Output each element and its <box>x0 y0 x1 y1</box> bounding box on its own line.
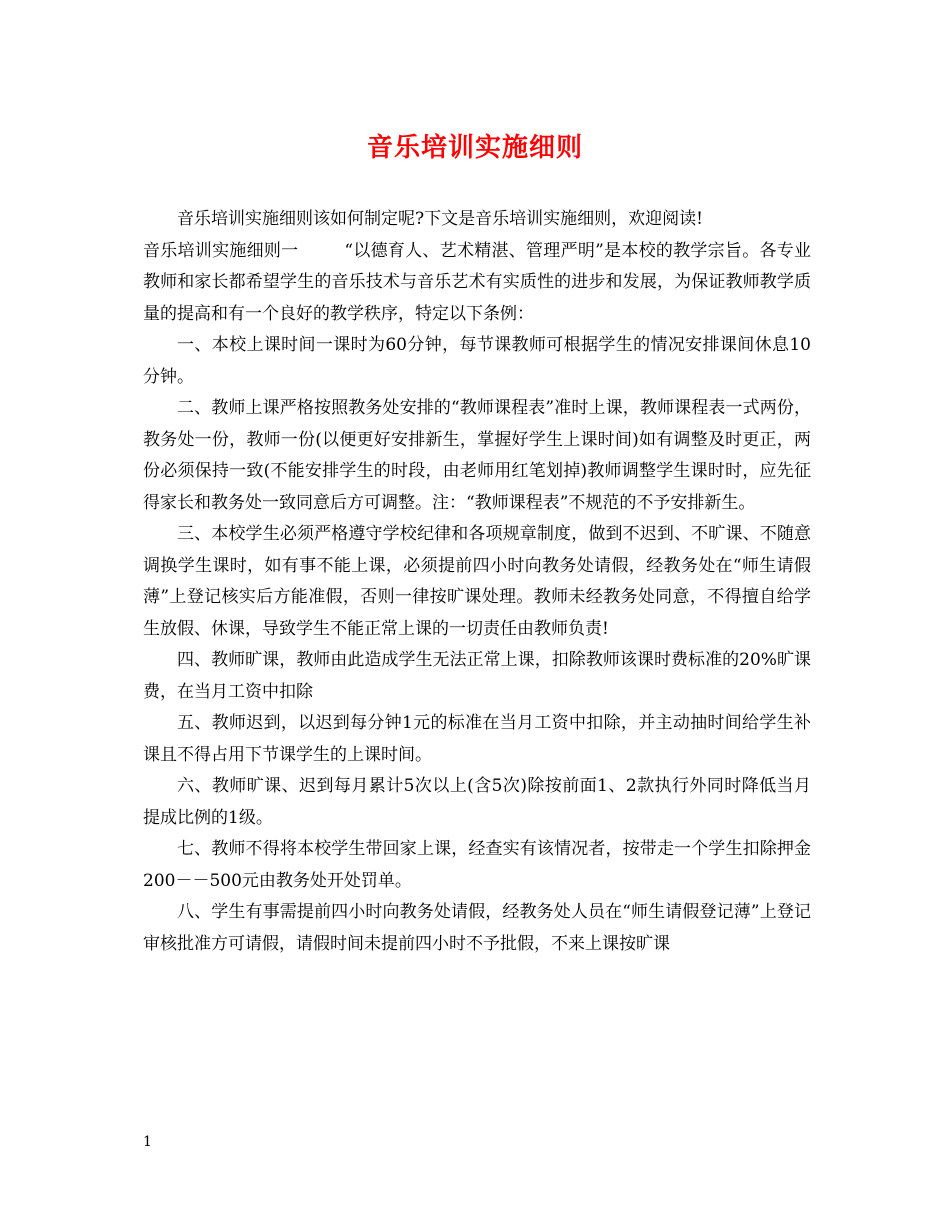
document-body <box>143 204 811 960</box>
page-number: 1 <box>143 1134 152 1150</box>
clause-paragraph: 五、教师迟到，以迟到每分钟1元的标准在当月工资中扣除，并主动抽时间给学生补课且不得占用下节课学生的上课时间。 <box>143 713 811 765</box>
section-label: 音乐培训实施细则一 <box>143 240 299 261</box>
clause-paragraph: 四、教师旷课，教师由此造成学生无法正常上课，扣除教师该课时费标准的20%旷课费，在当月工资中扣除 <box>143 650 811 702</box>
clause-paragraph: 八、学生有事需提前四小时向教务处请假，经教务处人员在“师生请假登记薄”上登记审核批准方可请假，请假时间未提前四小时不予批假，不来上课按旷课 <box>143 902 811 954</box>
clause-paragraph: 一、本校上课时间一课时为60分钟，每节课教师可根据学生的情况安排课间休息10分钟。 <box>143 335 811 387</box>
section-opening: “以德育人、艺术精湛、管理严明”是本校的教学宗旨。各专业教师和家长都希望学生的音乐技术与音乐艺术有实质性的进步和发展，为保证教师教学质量的提高和有一个良好的教学秩序，特定以下条例： <box>143 240 811 324</box>
clause-paragraph: 六、教师旷课、迟到每月累计5次以上(含5次)除按前面1、2款执行外同时降低当月提成比例的1级。 <box>143 776 811 828</box>
clause-paragraph: 三、本校学生必须严格遵守学校纪律和各项规章制度，做到不迟到、不旷课、不随意调换学生课时，如有事不能上课，必须提前四小时向教务处请假，经教务处在“师生请假薄”上登记核实后方能准假，否则一律按旷课处理。教师未经教务处同意，不得擅自给学生放假、休课，导致学生不能正常上课的一切责任由教师负责! <box>143 524 811 639</box>
document-title: 音乐培训实施细则 <box>366 133 583 163</box>
intro-paragraph: 音乐培训实施细则该如何制定呢?下文是音乐培训实施细则，欢迎阅读! <box>177 209 703 229</box>
clause-paragraph: 二、教师上课严格按照教务处安排的“教师课程表”准时上课，教师课程表一式两份，教务处一份，教师一份(以便更好安排新生，掌握好学生上课时间)如有调整及时更正，两份必须保持一致(不能安排学生的时段，由老师用红笔划掉)教师调整学生课时时，应先征得家长和教务处一致同意后方可调整。注：“教师课程表”不规范的不予安排新生。 <box>143 398 811 513</box>
clause-paragraph: 七、教师不得将本校学生带回家上课，经查实有该情况者，按带走一个学生扣除押金200－－500元由教务处开处罚单。 <box>143 839 811 891</box>
section-paragraph <box>143 236 811 331</box>
